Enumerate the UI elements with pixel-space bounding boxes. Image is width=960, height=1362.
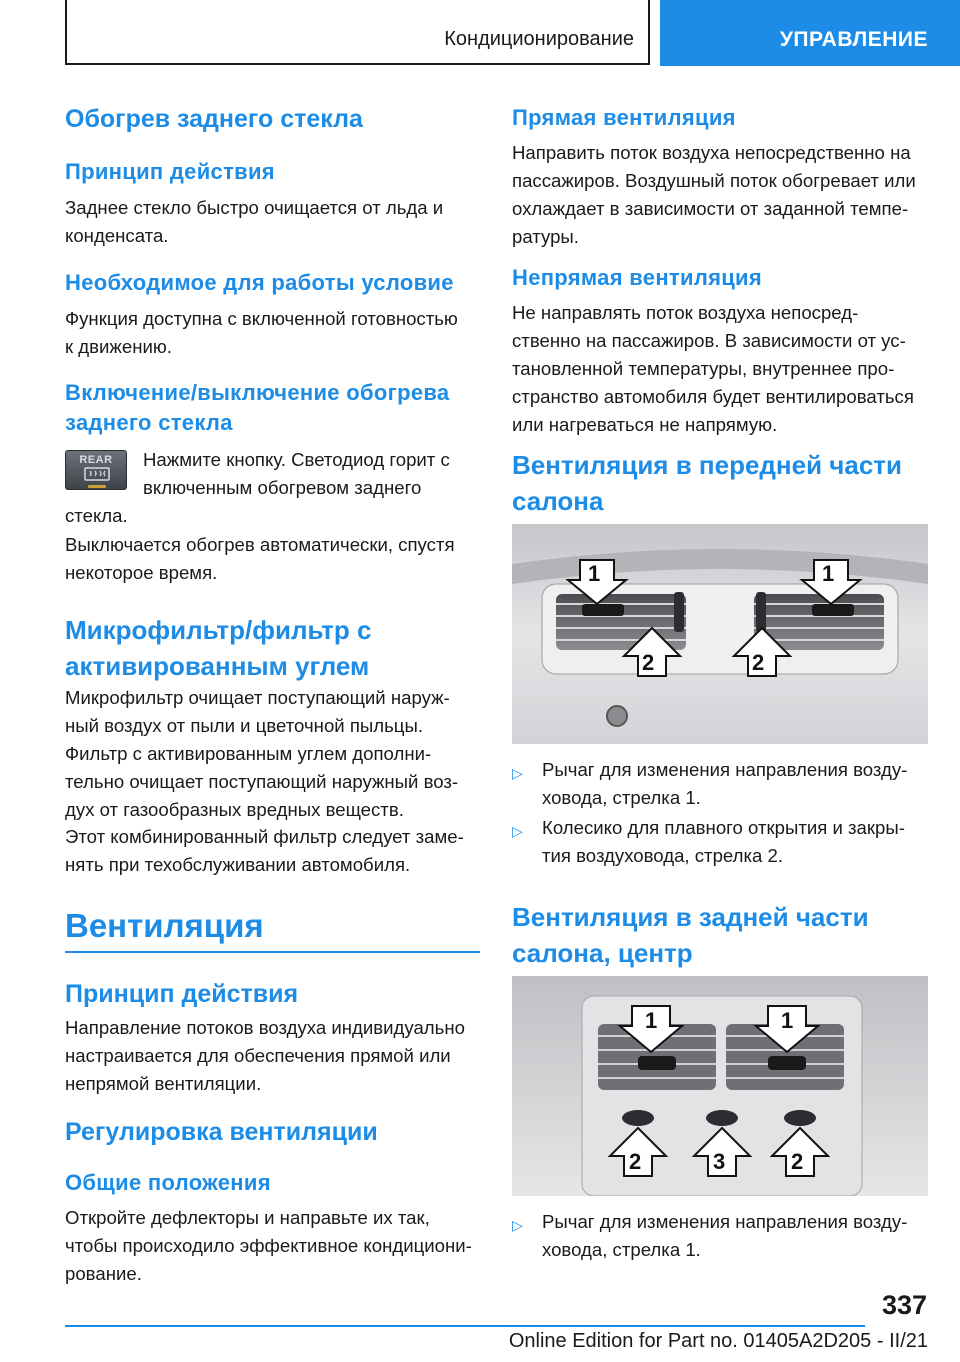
paragraph-indirect: Не направлять поток воздуха непосред- ственно на пассажиров. В зависимости от ус- тановленной температуры, внутреннее про- странство автомобиля будет вентилироваться или нагреваться не напрямую.: [512, 302, 914, 435]
front-vents-image: [512, 524, 928, 744]
heading-filter: Микрофильтр/фильтр с активированным углем: [65, 615, 372, 681]
rear-callout-3: 3: [713, 1149, 726, 1174]
front-callout-1a: 1: [588, 561, 601, 586]
heading-principle-2: Принцип действия: [65, 980, 299, 1008]
heading-requirement: Необходимое для работы условие: [65, 270, 454, 295]
paragraph-principle-2: Направление потоков воздуха индивидуально настраивается для обеспечения прямой или непрямой вентиляции.: [65, 1017, 465, 1094]
paragraph-filter-3: Этот комбинированный фильтр следует заме- нять при техобслуживании автомобиля.: [65, 826, 464, 875]
bullet-triangle-icon: ▷: [512, 1217, 523, 1233]
rear-callout-1a: 1: [645, 1008, 658, 1033]
paragraph-filter-1: Микрофильтр очищает поступающий наруж- ный воздух от пыли и цветочной пыльцы.: [65, 687, 450, 736]
rear-defrost-button-image: [65, 450, 127, 490]
led-indicator: [88, 485, 106, 488]
heading-general: Общие положения: [65, 1170, 271, 1195]
paragraph-general: Откройте дефлекторы и направьте их так, чтобы происходило эффективное кондициони- рование.: [65, 1207, 472, 1284]
footer-rule: [65, 1325, 865, 1327]
page-number: 337: [881, 1290, 927, 1320]
chapter-title: Кондиционирование: [444, 28, 634, 50]
heading-rear: Вентиляция в задней части салона, центр: [512, 902, 869, 968]
rear-callout-2b: 2: [791, 1149, 804, 1174]
paragraph-filter-2: Фильтр с активированным углем дополни- тельно очищает поступающий наружный воз- дух от газообразных вредных веществ.: [65, 743, 459, 820]
paragraph-onoff-1-tail: стекла.: [65, 505, 128, 526]
rear-vents-image: [512, 976, 928, 1196]
section-tab: [660, 0, 960, 66]
page-header: [0, 0, 960, 66]
paragraph-requirement: Функция доступна с включенной готовностью к движению.: [65, 308, 458, 357]
paragraph-onoff-1: Нажмите кнопку. Светодиод горит с включенным обогревом заднего: [143, 449, 450, 498]
chapter-tab: [65, 0, 650, 65]
front-callout-2a: 2: [642, 650, 655, 675]
paragraph-onoff-2: Выключается обогрев автоматически, спустя некоторое время.: [65, 534, 455, 583]
bullet-triangle-icon: ▷: [512, 765, 523, 781]
heading-indirect: Непрямая вентиляция: [512, 265, 763, 290]
rear-callout-2a: 2: [629, 1149, 642, 1174]
section-title: УПРАВЛЕНИЕ: [779, 28, 928, 51]
heading-ventilation: Вентиляция: [65, 907, 264, 944]
front-callout-1b: 1: [822, 561, 835, 586]
heading-direct: Прямая вентиляция: [512, 105, 736, 130]
heading-underline: [65, 951, 480, 953]
heading-principle: Принцип действия: [65, 159, 275, 184]
bullet-triangle-icon: ▷: [512, 823, 523, 839]
footer-edition: Online Edition for Part no. 01405A2D205 - II/21: [508, 1330, 928, 1352]
defrost-icon: [82, 467, 112, 483]
paragraph-principle: Заднее стекло быстро очищается от льда и конденсата.: [65, 197, 444, 246]
heading-adjust: Регулировка вентиляции: [65, 1118, 378, 1146]
rear-callout-1b: 1: [781, 1008, 794, 1033]
front-callout-2b: 2: [752, 650, 765, 675]
heading-rear-window-heating: Обогрев заднего стекла: [65, 105, 363, 133]
heading-onoff: Включение/выключение обогрева заднего стекла: [65, 380, 450, 435]
rear-button-label: REAR: [79, 454, 113, 466]
heading-front: Вентиляция в передней части салона: [512, 450, 903, 516]
paragraph-direct: Направить поток воздуха непосредственно на пассажиров. Воздушный поток обогревает или охлаждает в зависимости от заданной темпе- ратуры.: [512, 142, 916, 247]
